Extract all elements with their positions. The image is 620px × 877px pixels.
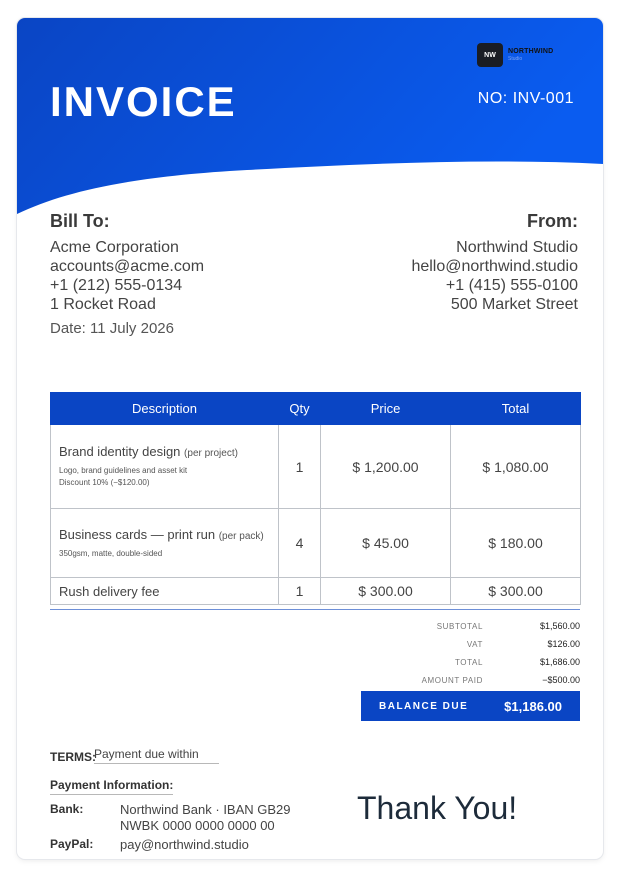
balance-due-bar <box>361 691 580 721</box>
item-note: 350gsm, matte, double-sided <box>59 548 163 558</box>
balance-due-value: $1,186.00 <box>504 698 562 714</box>
amount-paid-value: −$500.00 <box>542 675 580 685</box>
item-price: $ 1,200.00 <box>321 425 451 509</box>
item-note <box>59 465 270 489</box>
invoice-title: INVOICE <box>50 78 237 125</box>
table-divider <box>50 609 580 610</box>
item-qty: 4 <box>279 509 321 578</box>
item-price: $ 45.00 <box>321 509 451 578</box>
paypal-row <box>50 837 249 853</box>
from-heading: From: <box>527 211 578 231</box>
from-address: 500 Market Street <box>450 296 578 313</box>
col-total: Total <box>451 393 581 425</box>
payment-information <box>50 776 173 795</box>
subtotal-value: $1,560.00 <box>539 621 580 631</box>
amount-paid-row <box>361 671 580 689</box>
payment-info-label: Payment Information: <box>50 778 173 795</box>
invoice-number: NO: INV-001 <box>477 90 574 107</box>
item-description <box>51 509 279 578</box>
bank-line: Northwind Bank · IBAN GB29 <box>120 802 291 817</box>
bill-to-name: Acme Corporation <box>50 239 179 256</box>
col-description: Description <box>51 393 279 425</box>
table-row <box>51 509 581 578</box>
terms-text: Payment due within <box>94 747 219 764</box>
bill-to-address: 1 Rocket Road <box>50 296 156 313</box>
vat-value: $126.00 <box>547 639 580 649</box>
paypal-label: PayPal: <box>50 837 94 851</box>
invoice-date: Date: 11 July 2026 <box>50 320 174 337</box>
item-total: $ 300.00 <box>451 578 581 605</box>
total-row <box>361 653 580 671</box>
balance-due-label: BALANCE DUE <box>379 700 469 712</box>
bill-to-heading: Bill To: <box>50 211 110 231</box>
company-logo <box>477 43 553 67</box>
from-phone: +1 (415) 555-0100 <box>445 277 578 294</box>
subtotal-label: SUBTOTAL <box>436 621 483 631</box>
subtotal-row <box>361 617 580 635</box>
item-name: Rush delivery fee <box>59 583 160 599</box>
bank-row <box>50 802 291 834</box>
bill-to-email: accounts@acme.com <box>50 258 205 275</box>
table-row <box>51 578 581 605</box>
line-items-table <box>50 392 581 605</box>
paypal-address: pay@northwind.studio <box>120 837 249 852</box>
table-row <box>51 425 581 509</box>
from-email: hello@northwind.studio <box>411 258 578 275</box>
item-description <box>51 425 279 509</box>
terms-label: TERMS: <box>50 750 96 764</box>
item-name: Brand identity design <box>59 444 181 459</box>
bank-label: Bank: <box>50 802 84 816</box>
amount-paid-label: AMOUNT PAID <box>421 675 483 685</box>
item-qty: 1 <box>279 425 321 509</box>
item-note-line: Discount 10% (−$120.00) <box>59 478 150 487</box>
total-label: TOTAL <box>454 657 483 667</box>
col-price: Price <box>321 393 451 425</box>
vat-row <box>361 635 580 653</box>
thank-you-message: Thank You! <box>357 790 518 826</box>
item-note-line: Logo, brand guidelines and asset kit <box>59 466 188 475</box>
bank-details <box>120 802 291 834</box>
from-block <box>411 211 578 314</box>
totals-block <box>361 617 580 721</box>
logo-sub: Studio <box>508 56 523 62</box>
from-name: Northwind Studio <box>456 239 578 256</box>
table-header-row <box>51 393 581 425</box>
item-unit: (per pack) <box>218 530 264 542</box>
item-total: $ 1,080.00 <box>451 425 581 509</box>
logo-badge: NW <box>477 43 503 67</box>
bank-line: NWBK 0000 0000 0000 00 <box>120 818 275 833</box>
item-description <box>51 578 279 605</box>
bill-to-block <box>50 211 204 337</box>
vat-label: VAT <box>466 639 483 649</box>
col-qty: Qty <box>279 393 321 425</box>
terms <box>50 747 219 764</box>
item-name: Business cards — print run <box>59 526 216 542</box>
logo-name: NORTHWIND <box>508 48 554 55</box>
invoice-card <box>17 18 603 859</box>
item-total: $ 180.00 <box>451 509 581 578</box>
total-value: $1,686.00 <box>539 657 580 667</box>
item-unit: (per project) <box>184 448 238 459</box>
item-price: $ 300.00 <box>321 578 451 605</box>
item-qty: 1 <box>279 578 321 605</box>
bill-to-phone: +1 (212) 555-0134 <box>50 277 183 294</box>
